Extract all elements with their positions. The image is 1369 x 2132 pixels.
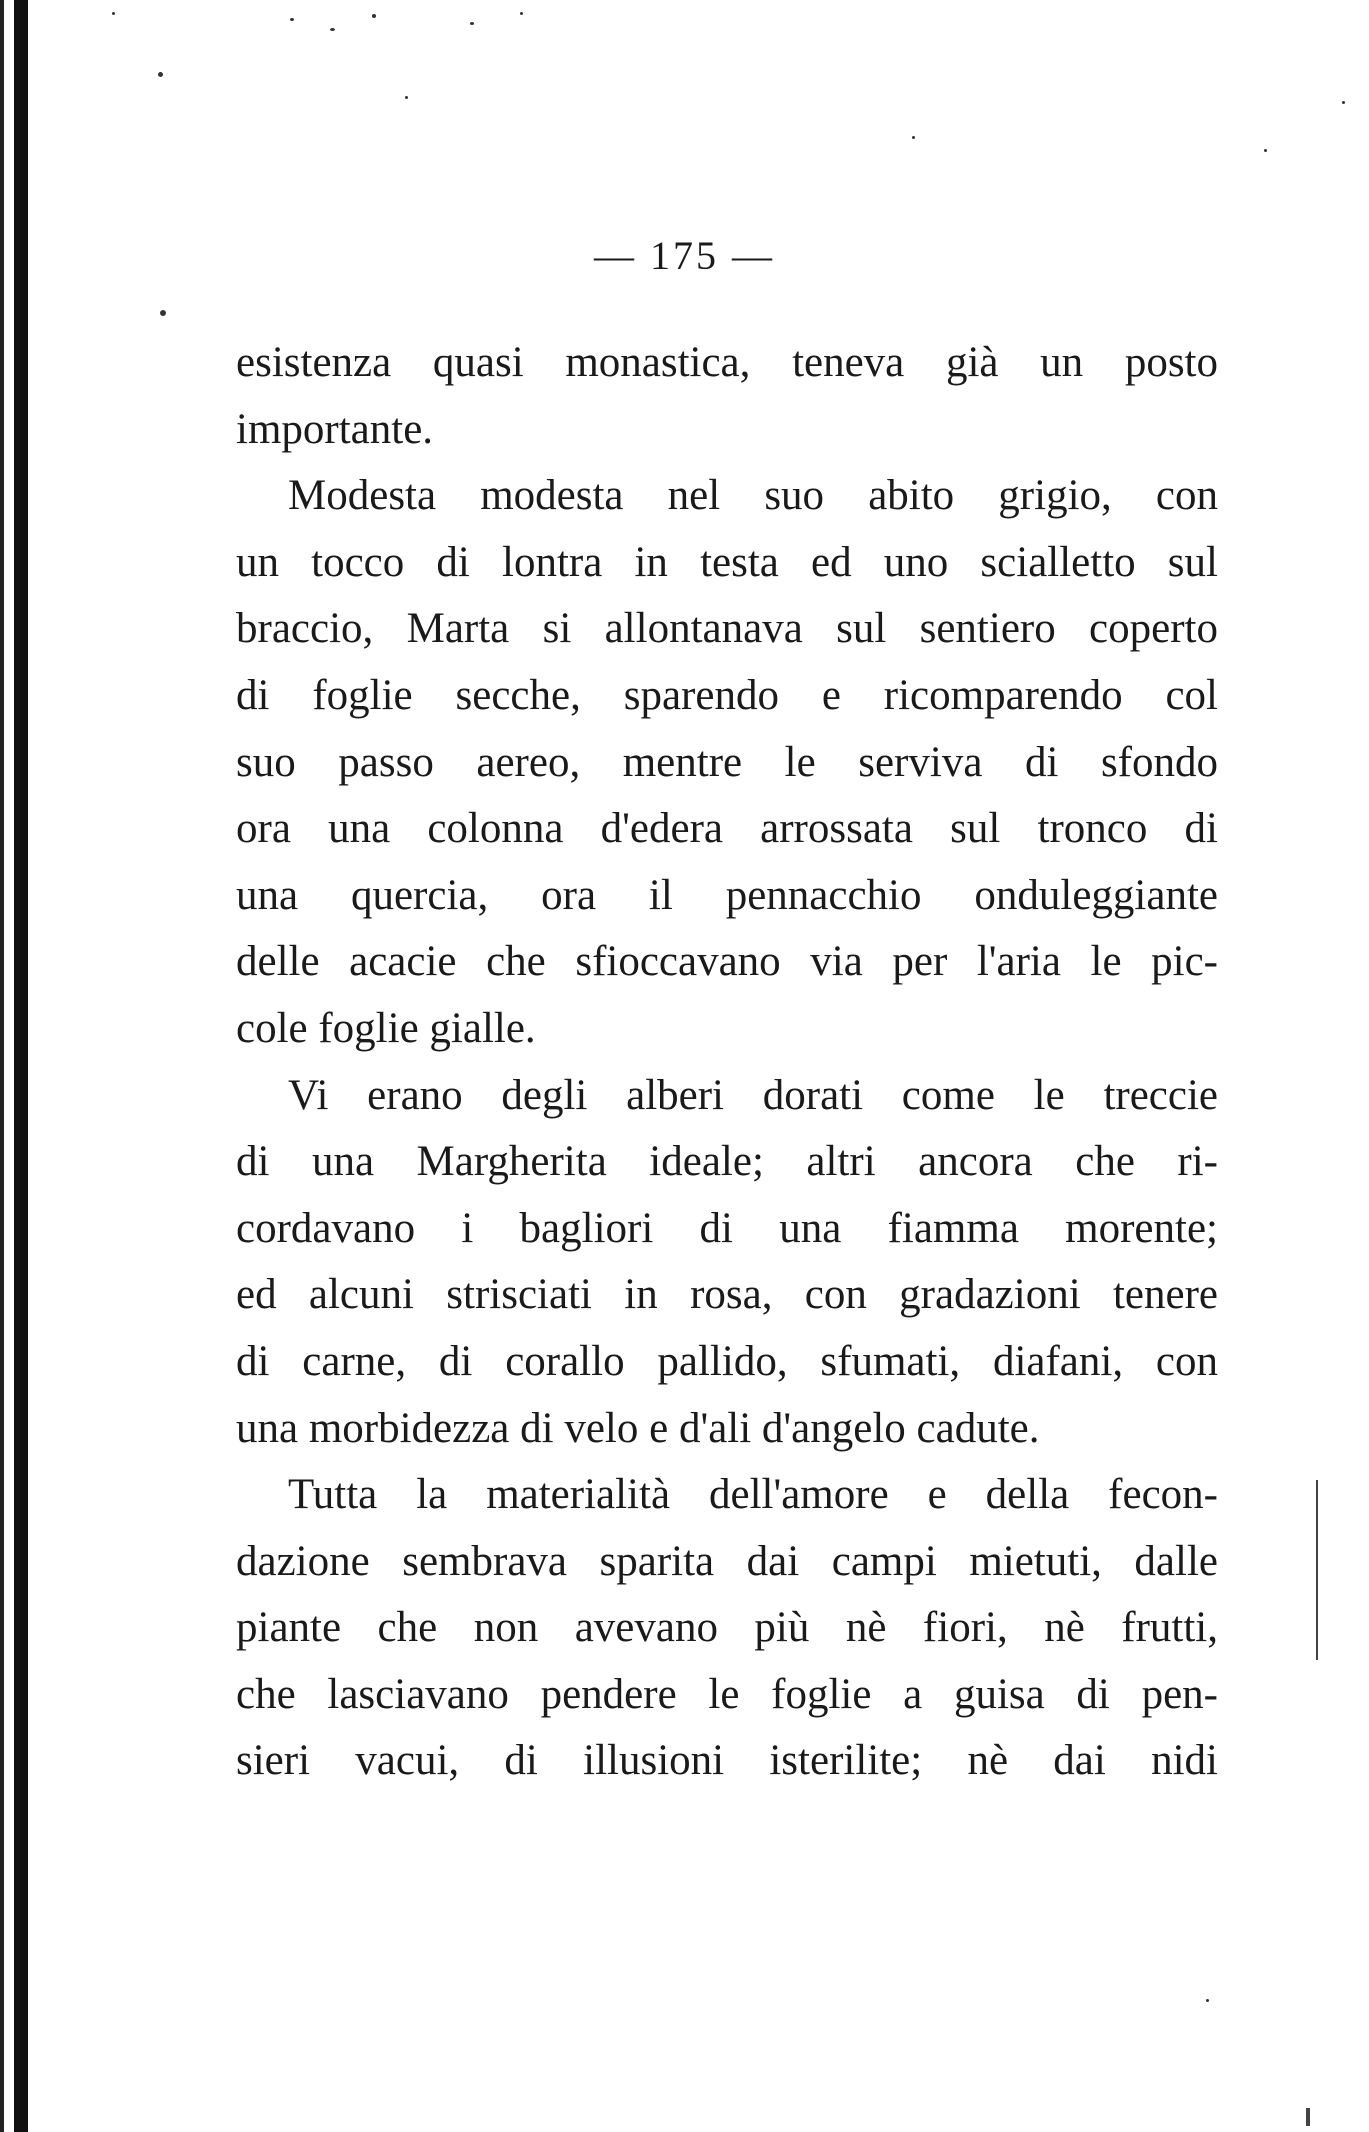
text-line: sieri vacui, di illusioni isterilite; nè dai nidi — [236, 1737, 1218, 1785]
scan-speck — [112, 12, 115, 15]
scan-speck — [520, 12, 523, 15]
text-line: piante che non avevano più nè fiori, nè frutti, — [236, 1604, 1218, 1652]
text-line: una morbidezza di velo e d'ali d'angelo cadute. — [236, 1404, 1040, 1452]
text-line: braccio, Marta si allontanava sul sentiero coperto — [236, 605, 1218, 653]
text-line: che lasciavano pendere le foglie a guisa di pen- — [236, 1670, 1218, 1718]
page-number: — 175 — — [594, 233, 775, 278]
margin-mark — [1306, 2108, 1310, 2126]
text-line: di carne, di corallo pallido, sfumati, diafani, con — [236, 1337, 1218, 1385]
page-binding-edge-outer — [0, 0, 4, 2132]
scan-speck — [372, 14, 376, 18]
scan-speck — [1264, 149, 1267, 152]
text-line: una quercia, ora il pennacchio onduleggiante — [236, 871, 1218, 919]
text-line: ora una colonna d'edera arrossata sul tronco di — [236, 805, 1218, 853]
text-line: ed alcuni strisciati in rosa, con gradazioni tenere — [236, 1271, 1218, 1319]
text-line: Vi erano degli alberi dorati come le treccie — [288, 1071, 1218, 1119]
scan-speck — [1206, 1999, 1209, 2002]
text-line: un tocco di lontra in testa ed uno scialletto sul — [236, 538, 1218, 586]
text-line: cole foglie gialle. — [236, 1004, 536, 1052]
text-line: importante. — [236, 405, 434, 453]
scan-speck — [330, 28, 335, 31]
text-line: cordavano i bagliori di una fiamma morente; — [236, 1204, 1218, 1252]
scan-speck — [290, 18, 294, 21]
text-line: esistenza quasi monastica, teneva già un posto — [236, 339, 1218, 386]
text-line: suo passo aereo, mentre le serviva di sfondo — [236, 738, 1218, 786]
scan-speck — [470, 22, 474, 25]
scan-speck — [912, 136, 915, 139]
text-line: delle acacie che sfioccavano via per l'aria le pic- — [236, 938, 1218, 986]
scan-speck — [405, 96, 408, 99]
scan-speck — [1342, 101, 1345, 104]
margin-line-mark — [1316, 1480, 1318, 1660]
scan-speck — [160, 310, 166, 316]
text-line: Modesta modesta nel suo abito grigio, con — [288, 472, 1218, 520]
text-line: dazione sembrava sparita dai campi mietuti, dalle — [236, 1537, 1218, 1585]
text-line: di foglie secche, sparendo e ricomparendo col — [236, 671, 1218, 719]
body-text — [236, 330, 1218, 1795]
scan-speck — [158, 72, 163, 77]
page-binding-edge — [14, 0, 28, 2132]
text-line: Tutta la materialità dell'amore e della fecon- — [288, 1471, 1218, 1519]
text-line: di una Margherita ideale; altri ancora che ri- — [236, 1138, 1218, 1186]
